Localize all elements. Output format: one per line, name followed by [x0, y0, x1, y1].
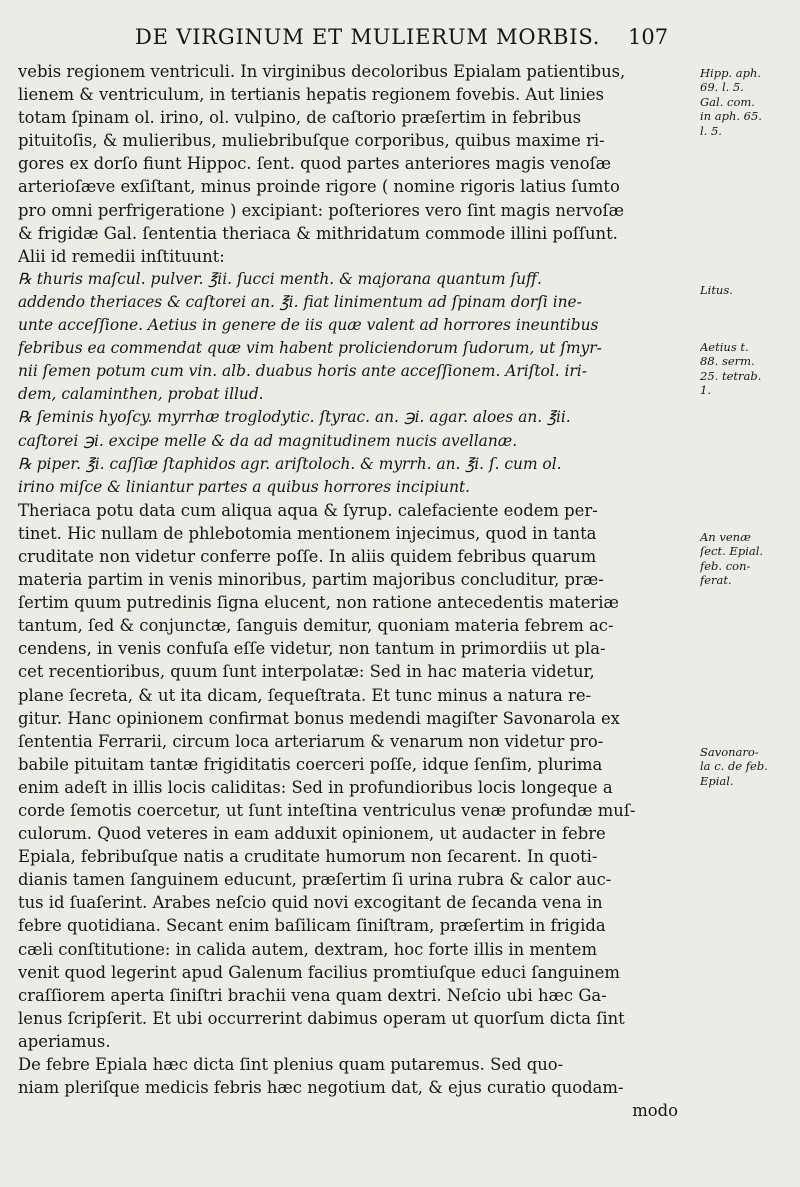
margin-note-line: la c. de feb.: [700, 759, 768, 774]
text-line: vebis regionem ventriculi. In virginibus decoloribus Epialam patientibus,: [18, 62, 626, 81]
text-line: gitur. Hanc opinionem confirmat bonus medendi magiſter Savonarola ex: [18, 708, 620, 728]
text-line: plane ſecreta, & ut ita dicam, ſequeſtrata. Et tunc minus a natura re-: [18, 685, 592, 705]
text-line: febre quotidiana. Secant enim baſilicam ſiniſtram, præſertim in frigida: [18, 916, 606, 936]
text-line: pituitoſis, & mulieribus, muliebribuſque corporibus, quibus maxime ri-: [18, 131, 605, 151]
margin-note-line: feb. con-: [700, 558, 751, 573]
margin-note: [700, 745, 798, 788]
text-line: gores ex dorſo fiunt Hippoc. ſent. quod partes anteriores magis venoſæ: [18, 154, 612, 174]
text-line: lenus ſcripſerit. Et ubi occurrerint dabimus operam ut quorſum dicta ſint: [18, 1008, 625, 1028]
text-line: dem, calaminthen, probat illud.: [18, 385, 264, 404]
text-line: & frigidæ Gal. ſententia theriaca & mithridatum commode illini poſſunt.: [18, 223, 618, 243]
text-line: De febre Epiala hæc dicta ſint plenius quam putaremus. Sed quo-: [18, 1055, 564, 1075]
margin-note-line: Hipp. aph.: [700, 66, 762, 80]
text-line: irino miſce & liniantur partes a quibus horrores incipiunt.: [18, 477, 471, 496]
margin-note-line: Aetius t.: [700, 340, 749, 354]
margin-note-line: Savonaro-: [700, 745, 759, 759]
page-number: 107: [628, 25, 669, 49]
margin-note-line: 25. tetrab.: [700, 368, 762, 383]
text-line: tus id ſuaſerint. Arabes neſcio quid novi excogitant de ſecanda vena in: [18, 893, 603, 913]
text-line: ℞ thuris maſcul. pulver. ℥ii. ſucci menth. & majorana quantum ſuff.: [18, 269, 542, 288]
text-line: Epiala, febribuſque natis a cruditate humorum non ſecarent. In quoti-: [18, 847, 598, 867]
margin-note-line: l. 5.: [700, 123, 722, 138]
text-line: unte acceſſione. Aetius in genere de iis quæ valent ad horrores ineuntibus: [18, 316, 599, 335]
margin-note-line: in aph. 65.: [700, 109, 762, 124]
margin-note-line: ferat.: [700, 573, 732, 588]
text-line: venit quod legerint apud Galenum facilius promtiuſque educi ſanguinem: [18, 962, 620, 982]
margin-note-line: ſect. Epial.: [700, 544, 764, 559]
text-line: corde ſemotis coercetur, ut ſunt inteſtina ventriculus venæ profundæ muſ-: [18, 801, 636, 820]
page-header: [0, 22, 800, 58]
text-line: ℞ ſeminis hyoſcy. myrrhæ troglodytic. ſtyrac. an. ℈i. agar. aloes an. ℥ii.: [18, 408, 571, 427]
running-title: DE VIRGINUM ET MULIERUM MORBIS.: [135, 25, 601, 49]
margin-note: [700, 66, 798, 138]
margin-note-line: 88. serm.: [700, 354, 755, 369]
text-line: modo: [632, 1101, 678, 1121]
text-line: aperiamus.: [18, 1031, 111, 1051]
margin-note: [700, 340, 798, 398]
text-line: cruditate non videtur conferre poſſe. In aliis quidem febribus quarum: [18, 546, 597, 566]
text-line: craſſiorem aperta ſiniſtri brachii vena quam dextri. Neſcio ubi hæc Ga-: [18, 985, 607, 1005]
text-line: ſertim quum putredinis ſigna elucent, non ratione antecedentis materiæ: [18, 593, 619, 613]
text-line: arterioſæve exſiſtant, minus proinde rigore ( nomine rigoris latius ſumto: [18, 177, 620, 197]
text-line: cendens, in venis confuſa eſſe videtur, non tantum in primordiis ut pla-: [18, 639, 606, 659]
text-line: Alii id remedii inſtituunt:: [18, 246, 225, 266]
margin-note-line: Epial.: [700, 773, 734, 788]
text-line: enim adeſt in illis locis caliditas: Sed in profundioribus locis longeque a: [18, 777, 613, 797]
text-line: tinet. Hic nullam de phlebotomia mentionem injecimus, quod in tanta: [18, 523, 597, 543]
margin-note-line: Litus.: [700, 283, 733, 297]
margin-note-line: 1.: [700, 383, 711, 398]
text-line: babile pituitam tantæ frigiditatis coerceri poſſe, idque ſenſim, plurima: [18, 754, 603, 774]
text-line: cæli conſtitutione: in calida autem, dextram, hoc forte illis in mentem: [18, 939, 598, 959]
margin-note-line: An venæ: [700, 530, 751, 544]
text-line: ſententia Ferrarii, circum loca arteriarum & venarum non videtur pro-: [18, 731, 604, 751]
text-line: addendo theriaces & caſtorei an. ℥i. fiat linimentum ad ſpinam dorſi ine-: [18, 292, 582, 311]
text-line: tantum, ſed & conjunctæ, ſanguis demitur, quoniam materia febrem ac-: [18, 616, 614, 636]
text-line: niam pleriſque medicis febris hæc negotium dat, & ejus curatio quodam-: [18, 1078, 624, 1098]
text-line: culorum. Quod veteres in eam adduxit opinionem, ut audacter in febre: [18, 824, 606, 844]
text-line: nii ſemen potum cum vin. alb. duabus horis ante acceſſionem. Ariſtol. iri-: [18, 362, 587, 381]
body-text: [18, 60, 688, 1122]
text-line: caſtorei ℈i. excipe melle & da ad magnitudinem nucis avellanæ.: [18, 431, 518, 450]
text-line: Theriaca potu data cum aliqua aqua & ſyrup. calefaciente eodem per-: [18, 500, 598, 520]
text-line: dianis tamen ſanguinem educunt, præſertim ſi urina rubra & calor auc-: [18, 870, 612, 890]
text-line: lienem & ventriculum, in tertianis hepatis regionem fovebis. Aut linies: [18, 85, 604, 105]
text-line: totam ſpinam ol. irino, ol. vulpino, de caſtorio præſertim in febribus: [18, 108, 582, 128]
text-line: pro omni perfrigeratione ) excipiant: poſteriores vero ſint magis nervoſæ: [18, 200, 625, 220]
text-line: ℞ piper. ℥i. caſſiæ ſtaphidos agr. ariſtoloch. & myrrh. an. ℥i. ſ. cum ol.: [18, 454, 562, 473]
margin-note-line: Gal. com.: [700, 94, 755, 109]
text-line: febribus ea commendat quæ vim habent proliciendorum ſudorum, ut ſmyr-: [18, 339, 602, 358]
margin-note: [700, 283, 798, 297]
text-line: materia partim in venis minoribus, partim majoribus concluditur, præ-: [18, 570, 604, 590]
text-line: cet recentioribus, quum ſunt interpolatæ: Sed in hac materia videtur,: [18, 662, 595, 682]
margin-note-line: 69. l. 5.: [700, 80, 744, 95]
margin-note: [700, 530, 798, 588]
